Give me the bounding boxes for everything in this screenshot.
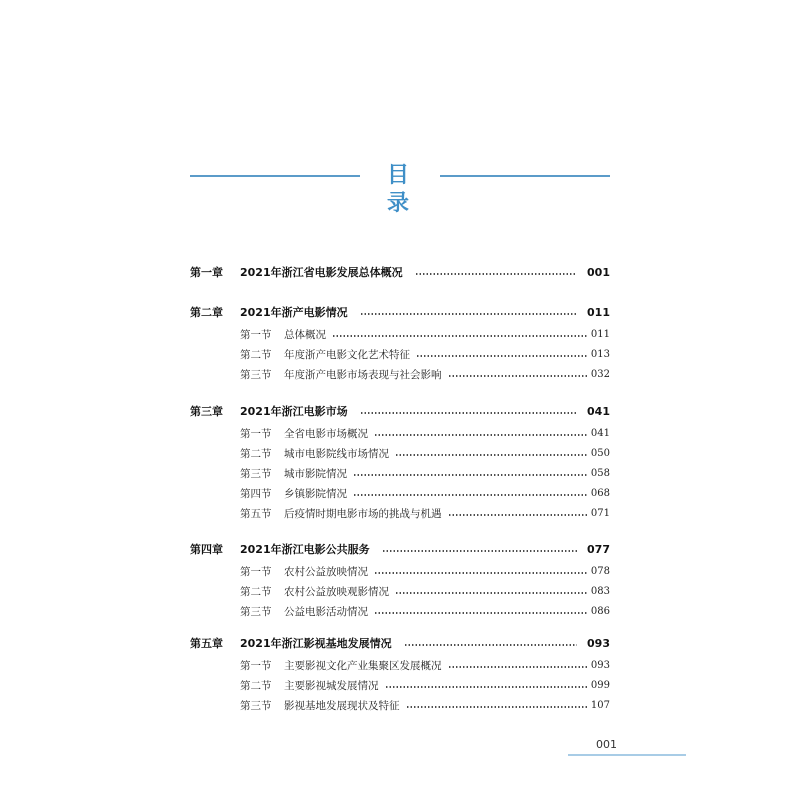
section-page-number: 041 — [590, 427, 610, 439]
toc-chapter-row[interactable] — [190, 539, 610, 559]
chapter-number: 第一章 — [190, 266, 223, 279]
section-title: 乡镇影院情况 — [284, 487, 347, 500]
chapter-page-number: 001 — [587, 265, 610, 279]
leader-dots — [374, 570, 588, 576]
section-number: 第一节 — [240, 565, 272, 578]
section-page-number: 050 — [590, 447, 610, 459]
section-number: 第三节 — [240, 605, 272, 618]
section-number: 第二节 — [240, 585, 272, 598]
section-page-number: 011 — [590, 328, 610, 340]
section-title: 城市影院情况 — [284, 467, 347, 480]
toc-section-row[interactable] — [190, 344, 610, 364]
section-page-number: 032 — [590, 368, 610, 380]
section-title: 影视基地发展现状及特征 — [284, 699, 400, 712]
chapter-title: 2021年浙产电影情况 — [240, 306, 348, 319]
section-page-number: 078 — [590, 565, 610, 577]
chapter-number: 第二章 — [190, 306, 223, 319]
section-number: 第二节 — [240, 348, 272, 361]
section-page-number: 107 — [590, 699, 610, 711]
toc-section-row[interactable] — [190, 463, 610, 483]
chapter-page-number: 077 — [587, 542, 610, 556]
section-number: 第一节 — [240, 427, 272, 440]
section-page-number: 013 — [590, 348, 610, 360]
toc-chapter-row[interactable] — [190, 262, 610, 282]
toc-chapter-row[interactable] — [190, 302, 610, 322]
section-number: 第二节 — [240, 679, 272, 692]
chapter-title: 2021年浙江电影公共服务 — [240, 543, 370, 556]
section-page-number: 093 — [590, 659, 610, 671]
chapter-number: 第三章 — [190, 405, 223, 418]
leader-dots — [374, 432, 588, 438]
page-title: 目 录 — [386, 163, 423, 216]
heading-rule-right — [440, 175, 610, 177]
toc-section-row[interactable] — [190, 695, 610, 715]
toc-chapter-row[interactable] — [190, 633, 610, 653]
section-number: 第三节 — [240, 467, 272, 480]
section-title: 年度浙产电影市场表现与社会影响 — [284, 368, 442, 381]
leader-dots — [374, 610, 588, 616]
leader-dots — [406, 704, 589, 710]
section-number: 第五节 — [240, 507, 272, 520]
leader-dots — [353, 492, 588, 498]
section-title: 农村公益放映观影情况 — [284, 585, 389, 598]
section-title: 城市电影院线市场情况 — [284, 447, 389, 460]
chapter-page-number: 093 — [587, 636, 610, 650]
toc-section-row[interactable] — [190, 601, 610, 621]
toc-section-row[interactable] — [190, 655, 610, 675]
section-page-number: 083 — [590, 585, 610, 597]
leader-dots — [416, 353, 588, 359]
chapter-number: 第四章 — [190, 543, 223, 556]
toc-section-row[interactable] — [190, 324, 610, 344]
leader-dots — [404, 642, 577, 648]
toc-section-row[interactable] — [190, 503, 610, 523]
footer-rule — [568, 754, 686, 756]
section-title: 后疫情时期电影市场的挑战与机遇 — [284, 507, 442, 520]
toc-heading — [190, 162, 610, 216]
section-number: 第一节 — [240, 328, 272, 341]
section-title: 主要影视文化产业集聚区发展概况 — [284, 659, 442, 672]
section-title: 总体概况 — [284, 328, 326, 341]
toc-section-row[interactable] — [190, 675, 610, 695]
leader-dots — [395, 590, 588, 596]
leader-dots — [448, 512, 589, 518]
section-title: 农村公益放映情况 — [284, 565, 368, 578]
section-page-number: 071 — [590, 507, 610, 519]
footer-page-number: 001 — [596, 738, 617, 751]
section-number: 第三节 — [240, 368, 272, 381]
chapter-page-number: 041 — [587, 404, 610, 418]
section-title: 主要影视城发展情况 — [284, 679, 379, 692]
leader-dots — [332, 333, 588, 339]
leader-dots — [448, 664, 589, 670]
section-page-number: 086 — [590, 605, 610, 617]
section-title: 公益电影活动情况 — [284, 605, 368, 618]
section-title: 全省电影市场概况 — [284, 427, 368, 440]
section-title: 年度浙产电影文化艺术特征 — [284, 348, 410, 361]
section-number: 第一节 — [240, 659, 272, 672]
heading-rule-left — [190, 175, 360, 177]
section-number: 第二节 — [240, 447, 272, 460]
section-number: 第四节 — [240, 487, 272, 500]
toc-section-row[interactable] — [190, 364, 610, 384]
leader-dots — [360, 410, 577, 416]
toc-section-row[interactable] — [190, 423, 610, 443]
chapter-title: 2021年浙江省电影发展总体概况 — [240, 266, 403, 279]
toc-section-row[interactable] — [190, 581, 610, 601]
leader-dots — [360, 311, 577, 317]
chapter-title: 2021年浙江电影市场 — [240, 405, 348, 418]
chapter-title: 2021年浙江影视基地发展情况 — [240, 637, 392, 650]
leader-dots — [385, 684, 589, 690]
leader-dots — [415, 271, 577, 277]
section-page-number: 058 — [590, 467, 610, 479]
toc-section-row[interactable] — [190, 443, 610, 463]
leader-dots — [395, 452, 588, 458]
section-number: 第三节 — [240, 699, 272, 712]
section-page-number: 068 — [590, 487, 610, 499]
toc-chapter-row[interactable] — [190, 401, 610, 421]
toc-section-row[interactable] — [190, 561, 610, 581]
toc-section-row[interactable] — [190, 483, 610, 503]
leader-dots — [448, 373, 589, 379]
leader-dots — [353, 472, 588, 478]
leader-dots — [382, 548, 577, 554]
chapter-number: 第五章 — [190, 637, 223, 650]
section-page-number: 099 — [590, 679, 610, 691]
chapter-page-number: 011 — [587, 305, 610, 319]
